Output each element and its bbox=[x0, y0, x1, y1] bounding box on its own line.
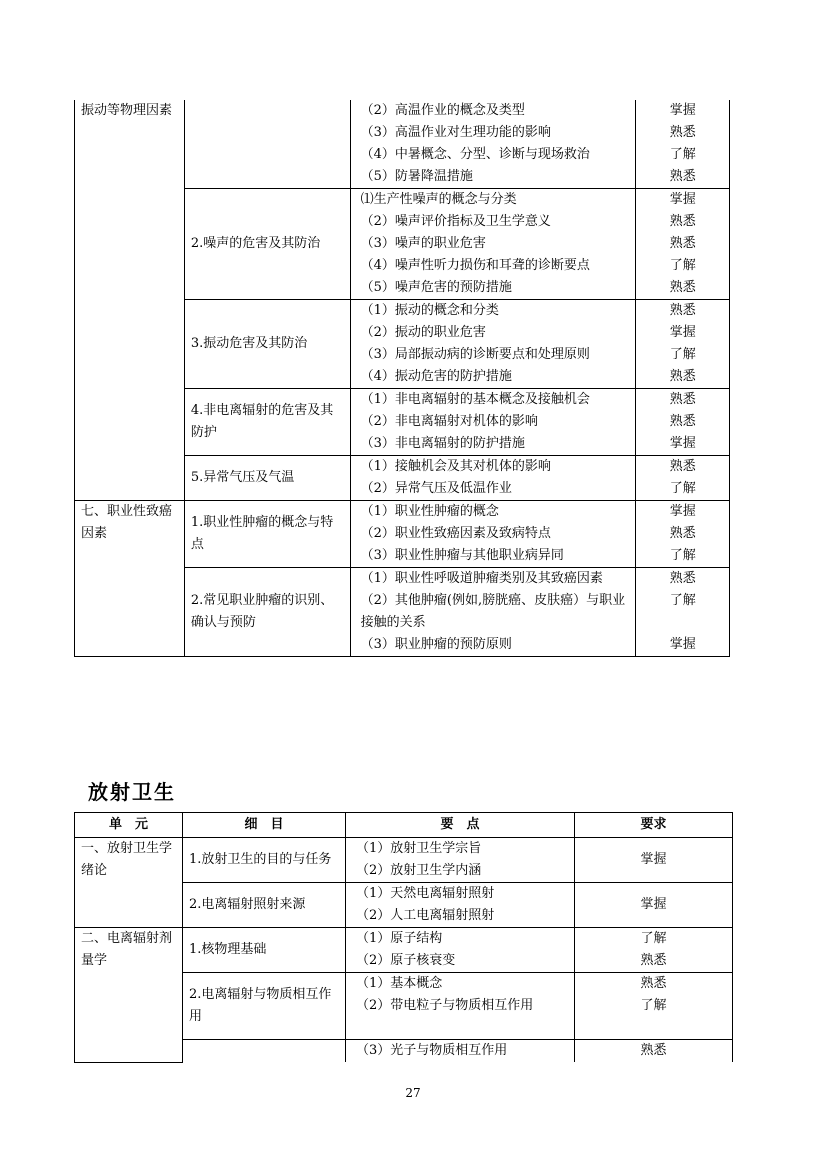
point-item: （3）光子与物质相互作用 bbox=[356, 1043, 508, 1058]
requirement-cell bbox=[575, 928, 733, 973]
requirement-item: 熟悉 bbox=[640, 976, 667, 991]
points-cell bbox=[350, 389, 636, 456]
detail-cell: 1.放射卫生的目的与任务 bbox=[183, 838, 346, 883]
point-item: ⑴生产性噪声的概念与分类 bbox=[360, 192, 517, 207]
column-header: 要求 bbox=[575, 813, 733, 838]
syllabus-table-occupational bbox=[74, 100, 730, 657]
requirement-item: 熟悉 bbox=[669, 459, 696, 474]
requirement-cell bbox=[636, 568, 730, 657]
point-item: （2）非电离辐射对机体的影响 bbox=[360, 414, 538, 429]
point-item: （1）放射卫生学宗旨 bbox=[356, 841, 482, 856]
points-cell bbox=[346, 973, 575, 1040]
point-item: （1）基本概念 bbox=[356, 976, 443, 991]
point-item: （1）职业性肿瘤的概念 bbox=[360, 504, 499, 519]
points-cell bbox=[350, 189, 636, 300]
point-item: （1）职业性呼吸道肿瘤类别及其致癌因素 bbox=[360, 571, 603, 586]
requirement-item: 掌握 bbox=[669, 103, 696, 118]
requirement-item: 掌握 bbox=[669, 325, 696, 340]
point-item: （3）非电离辐射的防护措施 bbox=[360, 436, 525, 451]
requirement-item: 熟悉 bbox=[669, 303, 696, 318]
requirement-cell bbox=[636, 456, 730, 501]
requirement-cell bbox=[636, 501, 730, 568]
point-item: （2）其他肿瘤(例如,膀胱癌、皮肤癌）与职业接触的关系 bbox=[360, 593, 626, 630]
unit-cell: 一、放射卫生学绪论 bbox=[75, 838, 183, 928]
requirement-cell: 掌握 bbox=[575, 883, 733, 928]
point-item: （2）原子核衰变 bbox=[356, 953, 456, 968]
point-item: （1）非电离辐射的基本概念及接触机会 bbox=[360, 392, 590, 407]
point-item: （3）高温作业对生理功能的影响 bbox=[360, 125, 551, 140]
detail-cell bbox=[184, 100, 350, 189]
point-item: （5）噪声危害的预防措施 bbox=[360, 280, 512, 295]
point-item: （3）职业肿瘤的预防原则 bbox=[360, 637, 512, 652]
detail-cell: 2.电离辐射与物质相互作用 bbox=[183, 973, 346, 1040]
point-item: （3）局部振动病的诊断要点和处理原则 bbox=[360, 347, 590, 362]
point-item: （1）原子结构 bbox=[356, 931, 443, 946]
detail-cell: 2.电离辐射照射来源 bbox=[183, 883, 346, 928]
unit-cell: 振动等物理因素 bbox=[75, 100, 185, 501]
requirement-item: 掌握 bbox=[669, 637, 696, 652]
section-title: 放射卫生 bbox=[88, 780, 176, 804]
requirement-item: 了解 bbox=[669, 481, 696, 496]
points-cell bbox=[350, 100, 636, 189]
point-item: （2）异常气压及低温作业 bbox=[360, 481, 512, 496]
point-item: （4）噪声性听力损伤和耳聋的诊断要点 bbox=[360, 258, 590, 273]
requirement-item: 了解 bbox=[669, 347, 696, 362]
requirement-item: 掌握 bbox=[669, 504, 696, 519]
requirement-item: 了解 bbox=[640, 998, 667, 1013]
points-cell bbox=[346, 838, 575, 883]
requirement-item: 熟悉 bbox=[669, 571, 696, 586]
requirement-item: 了解 bbox=[669, 147, 696, 162]
point-item: （1）接触机会及其对机体的影响 bbox=[360, 459, 551, 474]
requirement-item: 了解 bbox=[669, 548, 696, 563]
point-item: （3）噪声的职业危害 bbox=[360, 236, 486, 251]
requirement-cell: 掌握 bbox=[575, 838, 733, 883]
detail-cell: 4.非电离辐射的危害及其防护 bbox=[184, 389, 350, 456]
unit-cell: 七、职业性致癌因素 bbox=[75, 501, 185, 657]
points-cell bbox=[350, 501, 636, 568]
requirement-item: 熟悉 bbox=[669, 125, 696, 140]
requirement-item: 了解 bbox=[640, 931, 667, 946]
points-cell bbox=[346, 1040, 575, 1063]
point-item: （2）放射卫生学内涵 bbox=[356, 863, 482, 878]
requirement-cell bbox=[636, 189, 730, 300]
requirement-cell bbox=[636, 100, 730, 189]
points-cell bbox=[346, 883, 575, 928]
detail-cell: 2.噪声的危害及其防治 bbox=[184, 189, 350, 300]
requirement-item: 熟悉 bbox=[669, 280, 696, 295]
requirement-cell bbox=[636, 389, 730, 456]
point-item: （1）天然电离辐射照射 bbox=[356, 886, 495, 901]
points-cell bbox=[346, 928, 575, 973]
column-header: 单 元 bbox=[75, 813, 183, 838]
requirement-item: 熟悉 bbox=[669, 526, 696, 541]
requirement-item: 掌握 bbox=[669, 436, 696, 451]
syllabus-table-radiation bbox=[74, 812, 733, 1063]
requirement-item: 熟悉 bbox=[669, 169, 696, 184]
column-header: 要 点 bbox=[346, 813, 575, 838]
requirement-cell bbox=[636, 300, 730, 389]
table-row bbox=[75, 501, 730, 568]
requirement-item: 熟悉 bbox=[669, 369, 696, 384]
point-item: （2）噪声评价指标及卫生学意义 bbox=[360, 214, 551, 229]
requirement-item: 掌握 bbox=[669, 192, 696, 207]
requirement-item: 了解 bbox=[669, 258, 696, 273]
requirement-item: 熟悉 bbox=[669, 214, 696, 229]
detail-cell: 5.异常气压及气温 bbox=[184, 456, 350, 501]
requirement-cell bbox=[575, 1040, 733, 1063]
requirement-item: 熟悉 bbox=[640, 1043, 667, 1058]
points-cell bbox=[350, 568, 636, 657]
detail-cell bbox=[183, 1040, 346, 1063]
requirement-item: 熟悉 bbox=[640, 953, 667, 968]
point-item: （2）人工电离辐射照射 bbox=[356, 908, 495, 923]
requirement-item: 熟悉 bbox=[669, 236, 696, 251]
table-header-row bbox=[75, 813, 733, 838]
point-item: （5）防暑降温措施 bbox=[360, 169, 473, 184]
requirement-item: 熟悉 bbox=[669, 392, 696, 407]
point-spacer bbox=[346, 1017, 574, 1039]
point-item: （2）高温作业的概念及类型 bbox=[360, 103, 525, 118]
point-item: （4）振动危害的防护措施 bbox=[360, 369, 512, 384]
detail-cell: 1.职业性肿瘤的概念与特点 bbox=[184, 501, 350, 568]
table-row bbox=[75, 928, 733, 973]
point-item: （2）职业性致癌因素及致病特点 bbox=[360, 526, 551, 541]
point-item: （2）振动的职业危害 bbox=[360, 325, 486, 340]
table-row bbox=[75, 100, 730, 189]
points-cell bbox=[350, 300, 636, 389]
requirement-item: 熟悉 bbox=[669, 414, 696, 429]
table-row bbox=[75, 838, 733, 883]
detail-cell: 2.常见职业肿瘤的识别、确认与预防 bbox=[184, 568, 350, 657]
page-number: 27 bbox=[405, 1086, 421, 1100]
point-item: （2）带电粒子与物质相互作用 bbox=[356, 998, 534, 1013]
point-item: （3）职业性肿瘤与其他职业病异同 bbox=[360, 548, 564, 563]
requirement-item: 了解 bbox=[669, 593, 696, 608]
requirement-spacer bbox=[575, 1017, 732, 1039]
column-header: 细 目 bbox=[183, 813, 346, 838]
point-item: （1）振动的概念和分类 bbox=[360, 303, 499, 318]
requirement-cell bbox=[575, 973, 733, 1040]
detail-cell: 3.振动危害及其防治 bbox=[184, 300, 350, 389]
point-item: （4）中暑概念、分型、诊断与现场救治 bbox=[360, 147, 590, 162]
detail-cell: 1.核物理基础 bbox=[183, 928, 346, 973]
unit-cell: 二、电离辐射剂量学 bbox=[75, 928, 183, 1063]
points-cell bbox=[350, 456, 636, 501]
